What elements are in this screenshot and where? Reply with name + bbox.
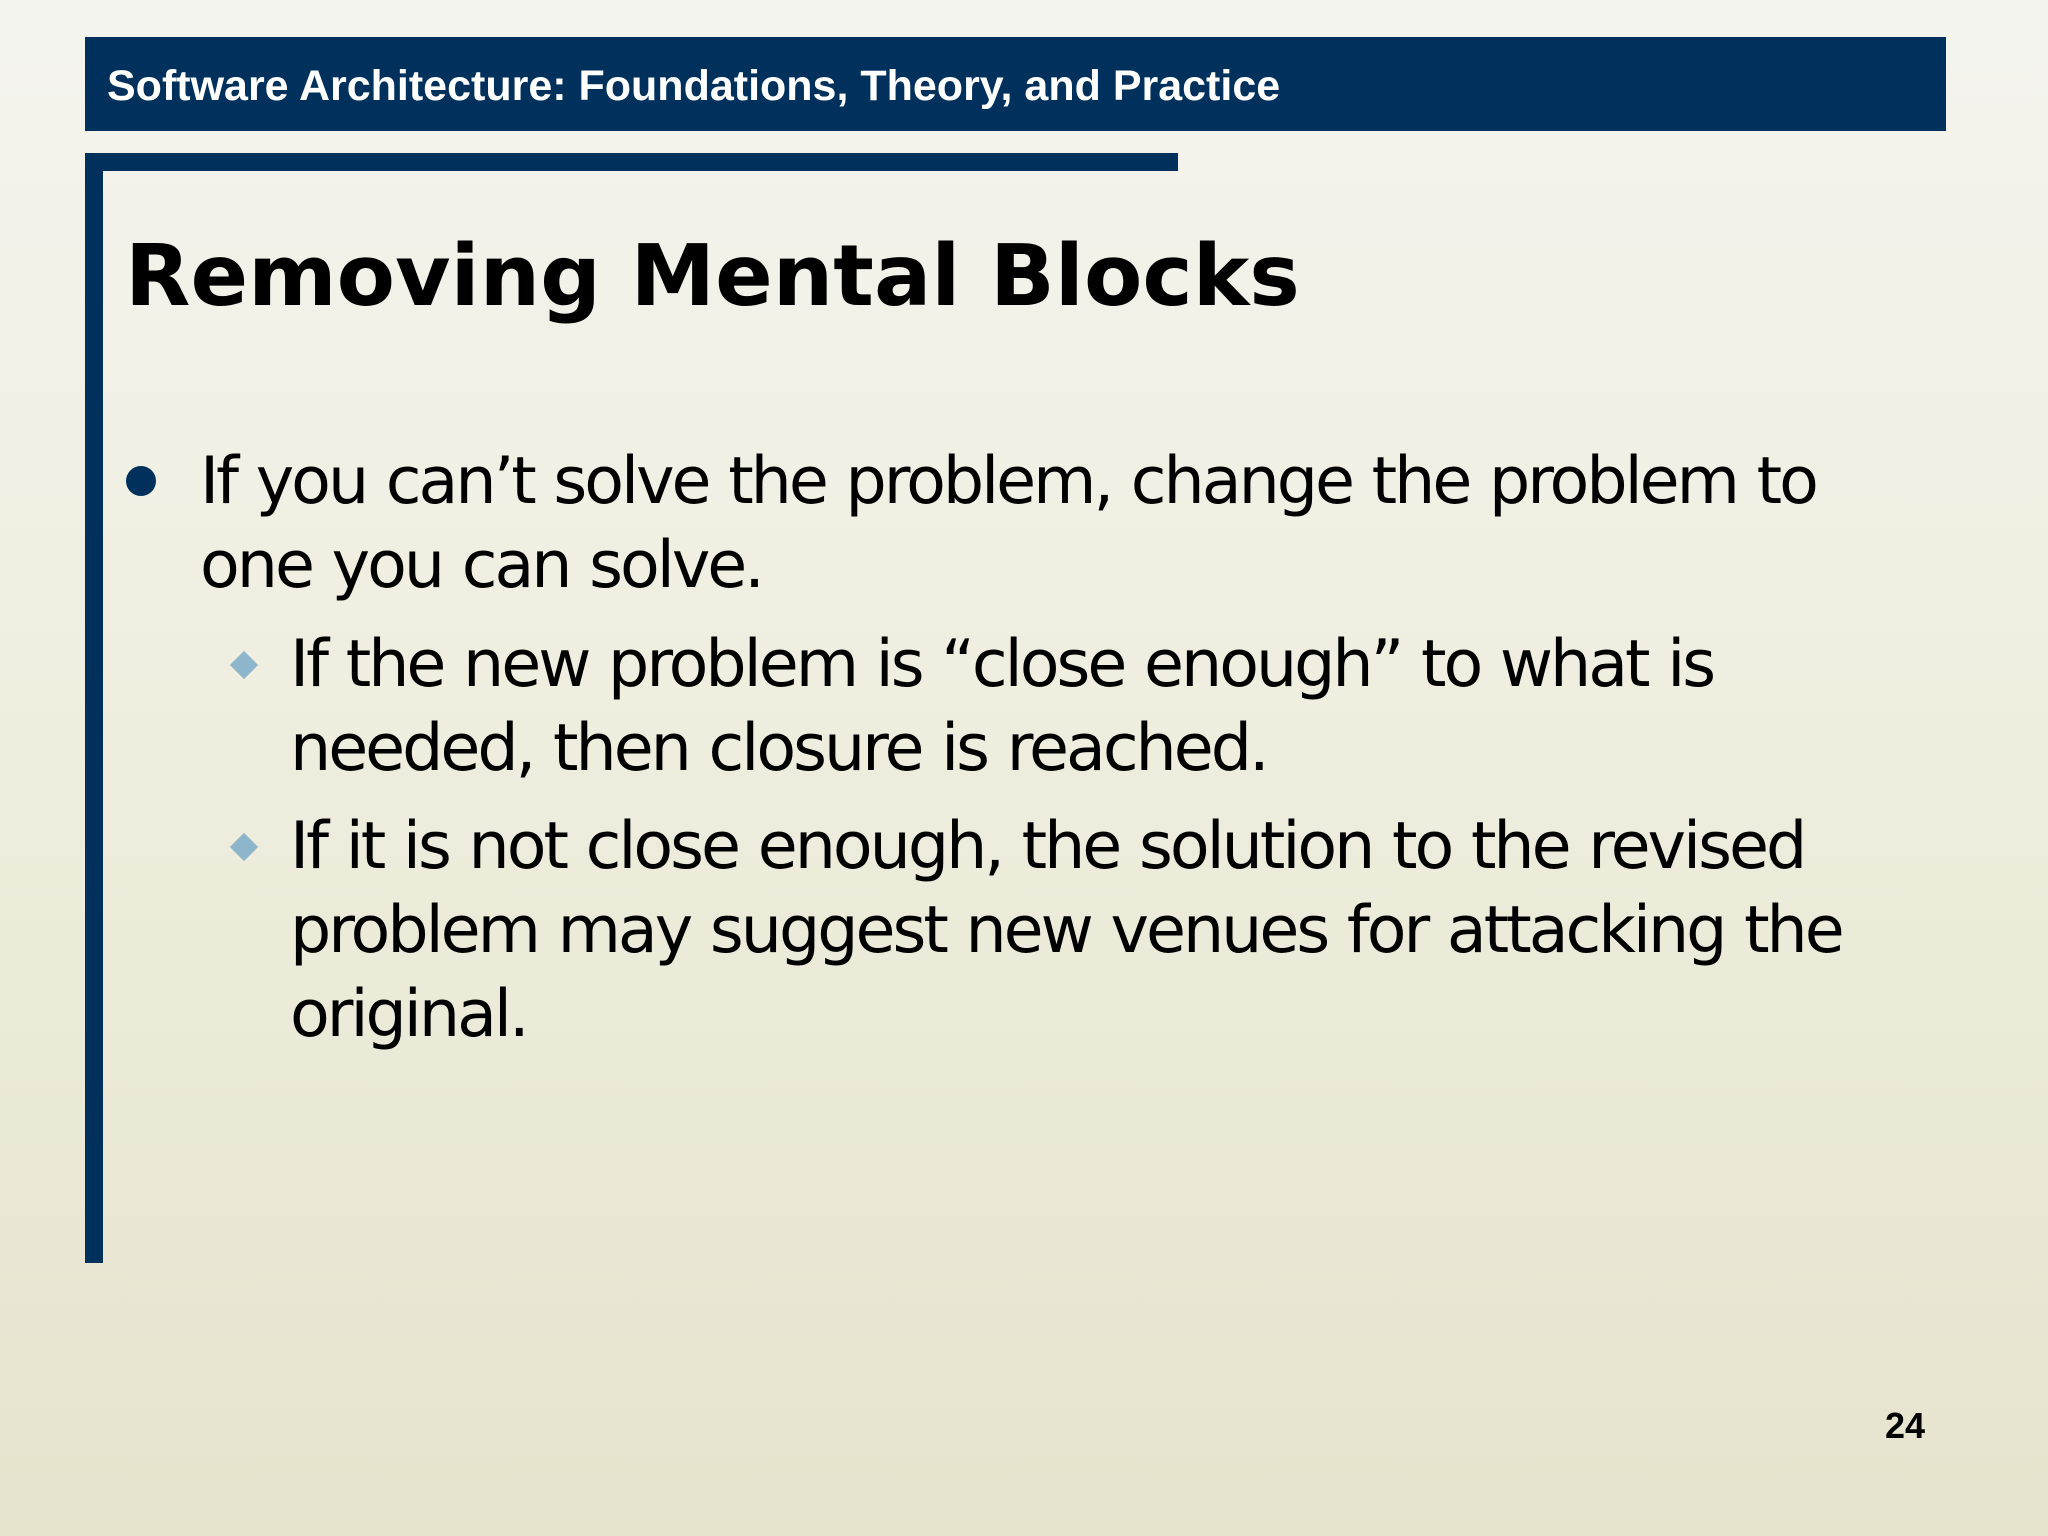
- sub-bullet-text: If the new problem is “close enough” to what is needed, then closure is reached.: [290, 627, 1714, 786]
- slide-title: Removing Mental Blocks: [125, 227, 1300, 326]
- diamond-bullet-icon: [230, 651, 258, 679]
- sub-bullet-text: If it is not close enough, the solution to the revised problem may suggest new venues for attacking the original.: [290, 809, 1842, 1052]
- header-bar: [85, 37, 1946, 131]
- page-number: 24: [1884, 1405, 1925, 1446]
- circle-bullet-icon: [126, 466, 156, 496]
- bullet-text: If you can’t solve the problem, change the problem to one you can solve.: [200, 444, 1816, 603]
- title-frame-top-rule: [85, 153, 1178, 171]
- diamond-bullet-icon: [230, 833, 258, 861]
- course-title: Software Architecture: Foundations, Theory, and Practice: [107, 62, 1281, 110]
- title-frame-left-rule: [85, 153, 103, 1263]
